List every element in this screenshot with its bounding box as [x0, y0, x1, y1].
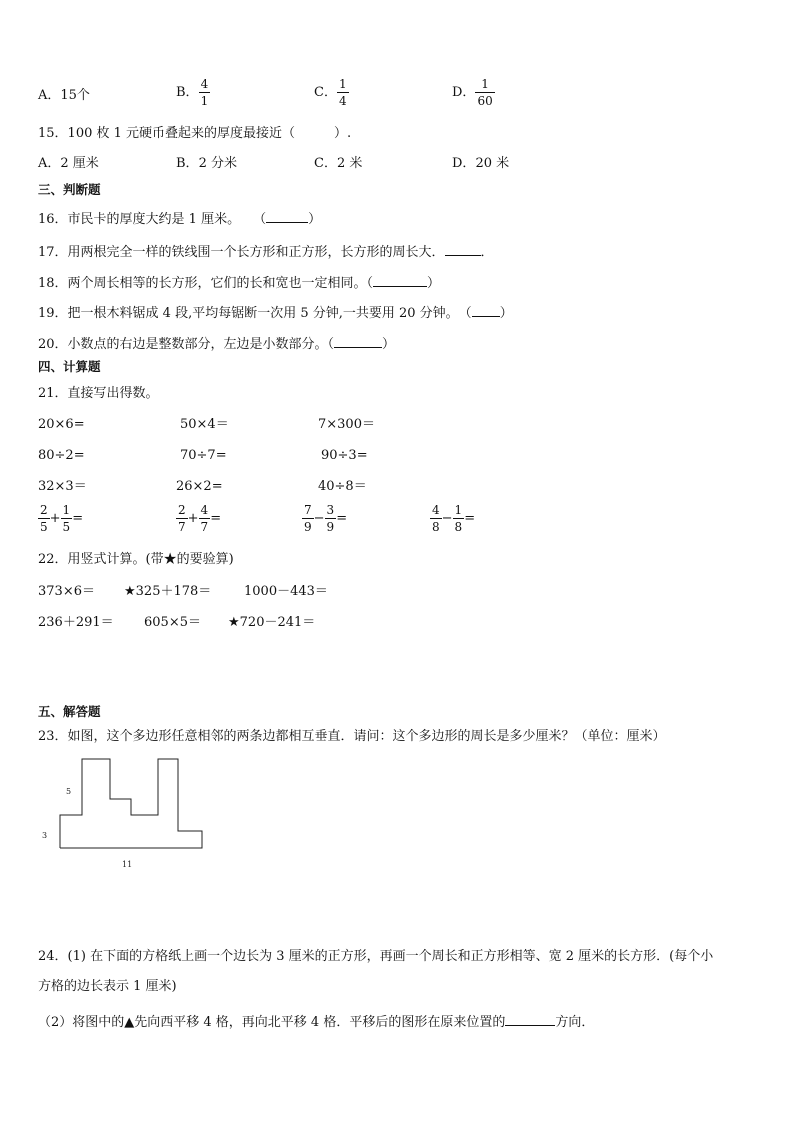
answer-blank[interactable] — [266, 210, 308, 223]
polygon-outline — [60, 759, 202, 848]
option-label: C． — [314, 85, 337, 100]
denominator: 8 — [432, 520, 440, 534]
numerator: 1 — [62, 503, 71, 517]
numerator: 1 — [338, 77, 347, 91]
q21-title: 21．直接写出得数。 — [38, 386, 159, 401]
question-text: （2）将图中的▲先向西平移 4 格，再向北平移 4 格．平移后的图形在原来位置的 — [38, 1015, 506, 1030]
question-text: ） — [427, 276, 441, 291]
operator: + — [49, 511, 61, 526]
denominator: 5 — [62, 520, 71, 534]
calc-cell: 70÷7= — [180, 448, 227, 463]
operator: + — [187, 511, 199, 526]
fraction — [325, 504, 337, 533]
numerator: 7 — [304, 503, 312, 517]
judge-item-17 — [38, 243, 494, 259]
q15-option-a — [38, 157, 99, 170]
option-label: A． — [38, 156, 61, 171]
option-text: 20 米 — [475, 156, 510, 171]
fraction-expression — [176, 504, 221, 533]
option-label: D． — [452, 85, 476, 100]
option-label: C． — [314, 156, 337, 171]
question-text: 17．用两根完全一样的铁线围一个长方形和正方形，长方形的周长大． — [38, 245, 445, 260]
vertical-calc-item: 373×6＝ — [38, 584, 95, 599]
option-text: 2 厘米 — [60, 156, 99, 171]
vertical-calc-item: ★720－241＝ — [228, 615, 316, 630]
q24-line2: 方格的边长表示 1 厘米) — [38, 979, 177, 994]
q15-question: 15．100 枚 1 元硬币叠起来的厚度最接近（ ）. — [38, 126, 352, 141]
q15-option-b — [176, 157, 237, 170]
vertical-calc-item: 605×5＝ — [144, 615, 201, 630]
answer-blank[interactable] — [334, 335, 382, 348]
numerator: 2 — [178, 503, 186, 517]
q24-line1: 24．(1) 在下面的方格纸上画一个边长为 3 厘米的正方形，再画一个周长和正方形相等、宽 2 厘米的长方形．(每个小 — [38, 949, 714, 964]
answer-blank[interactable] — [445, 243, 481, 256]
calc-cell: 20×6= — [38, 417, 85, 432]
q14-option-c — [314, 78, 349, 107]
fraction-expression — [38, 504, 83, 533]
denominator: 1 — [200, 94, 209, 108]
q22-title: 22．用竖式计算。(带★的要验算) — [38, 552, 234, 567]
option-text: 2 分米 — [198, 156, 237, 171]
calc-cell: 7×300＝ — [318, 417, 375, 432]
numerator: 1 — [481, 77, 489, 91]
fraction — [61, 504, 73, 533]
denominator: 7 — [178, 520, 186, 534]
calc-cell: 40÷8＝ — [318, 479, 367, 494]
denominator: 8 — [454, 520, 463, 534]
vertical-calc-item: 1000－443＝ — [244, 584, 328, 599]
equals: = — [336, 511, 348, 526]
fraction — [38, 504, 50, 533]
calc-cell: 50×4＝ — [180, 417, 229, 432]
judge-item-20 — [38, 335, 395, 351]
q14-option-b — [176, 78, 210, 107]
option-label: B． — [176, 156, 199, 171]
judge-item-19 — [38, 304, 513, 320]
section-heading-calc: 四、计算题 — [38, 359, 101, 374]
question-text: 19．把一根木料锯成 4 段,平均每锯断一次用 5 分钟,一共要用 20 分钟。 （ — [38, 306, 472, 321]
denominator: 5 — [40, 520, 48, 534]
answer-blank[interactable] — [472, 304, 500, 317]
fraction — [475, 78, 494, 107]
fraction — [199, 78, 211, 107]
vertical-calc-item: ★325＋178＝ — [124, 584, 212, 599]
denominator: 7 — [200, 520, 209, 534]
denominator: 60 — [477, 94, 493, 108]
fraction — [176, 504, 188, 533]
fraction-expression — [302, 504, 347, 533]
option-text: 2 米 — [336, 156, 363, 171]
side-label-11: 11 — [122, 860, 133, 869]
operator: − — [441, 511, 453, 526]
denominator: 9 — [326, 520, 335, 534]
question-text: 18．两个周长相等的长方形，它们的长和宽也一定相同。（ — [38, 276, 374, 291]
judge-item-16 — [38, 210, 321, 226]
option-label: B． — [176, 85, 199, 100]
numerator: 1 — [454, 503, 463, 517]
numerator: 4 — [200, 503, 209, 517]
fraction — [337, 78, 349, 107]
option-label: D． — [452, 156, 476, 171]
q15-option-c — [314, 157, 362, 170]
calc-cell: 80÷2= — [38, 448, 85, 463]
equals: = — [464, 511, 476, 526]
denominator: 4 — [338, 94, 347, 108]
fraction — [199, 504, 211, 533]
judge-item-18 — [38, 274, 440, 290]
vertical-calc-item: 236＋291＝ — [38, 615, 114, 630]
question-text: 20．小数点的右边是整数部分，左边是小数部分。（ — [38, 337, 335, 352]
answer-blank[interactable] — [373, 274, 427, 287]
fraction-expression — [430, 504, 475, 533]
q24-line3 — [38, 1013, 594, 1029]
option-text: 15个 — [60, 88, 90, 103]
question-text: ． — [480, 245, 494, 260]
question-text: 方向． — [555, 1015, 595, 1030]
operator: − — [313, 511, 325, 526]
denominator: 9 — [304, 520, 312, 534]
calc-cell: 32×3＝ — [38, 479, 87, 494]
fraction — [453, 504, 465, 533]
question-text: ） — [499, 306, 513, 321]
calc-cell: 90÷3= — [321, 448, 368, 463]
side-label-5: 5 — [66, 787, 72, 796]
side-label-3: 3 — [42, 831, 48, 840]
fraction — [430, 504, 442, 533]
numerator: 4 — [200, 77, 209, 91]
numerator: 3 — [326, 503, 335, 517]
polygon-figure — [30, 752, 220, 877]
q23-question: 23．如图，这个多边形任意相邻的两条边都相互垂直．请问：这个多边形的周长是多少厘米？（单位：厘米） — [38, 729, 666, 744]
question-text: 16．市民卡的厚度大约是 1 厘米。 （ — [38, 212, 267, 227]
q14-option-a — [38, 89, 90, 102]
calc-cell: 26×2= — [176, 479, 223, 494]
q15-option-d — [452, 157, 509, 170]
numerator: 2 — [40, 503, 48, 517]
section-heading-judge: 三、判断题 — [38, 182, 101, 197]
numerator: 4 — [432, 503, 440, 517]
option-label: A． — [38, 88, 61, 103]
question-text: ） — [308, 212, 322, 227]
equals: = — [210, 511, 222, 526]
section-heading-solve: 五、解答题 — [38, 704, 101, 719]
fraction — [302, 504, 314, 533]
answer-blank[interactable] — [505, 1013, 555, 1026]
q14-option-d — [452, 78, 495, 107]
question-text: ） — [382, 337, 396, 352]
equals: = — [72, 511, 84, 526]
